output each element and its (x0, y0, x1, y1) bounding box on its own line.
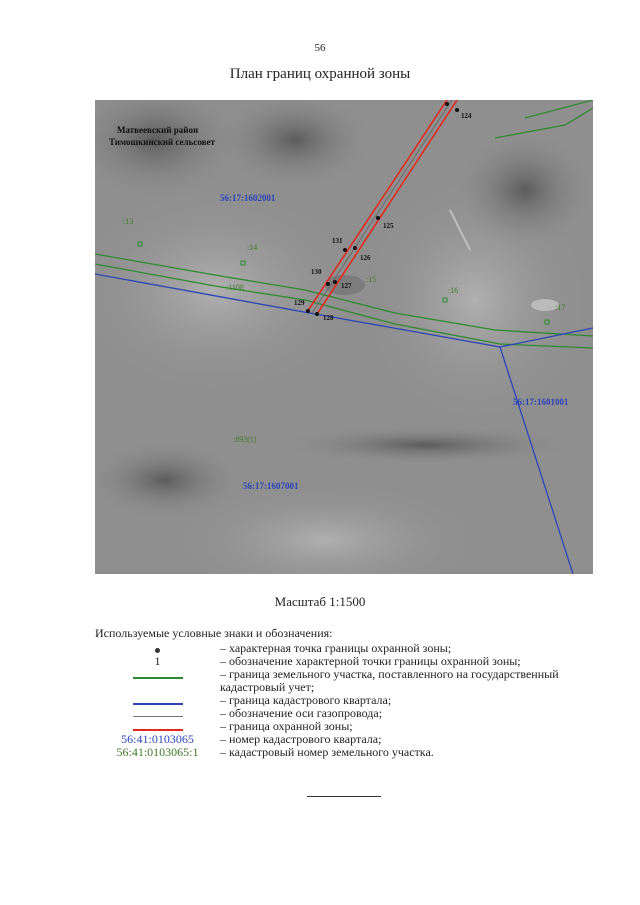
parcel-label: :16 (448, 286, 459, 295)
point-label: 126 (360, 254, 371, 262)
legend (95, 642, 595, 759)
parcel-number-sample: 56:41:0103065:1 (116, 745, 199, 759)
map-image (95, 100, 593, 574)
parcel-label: :17 (555, 303, 566, 312)
point-dot (306, 309, 310, 313)
point-dot (353, 246, 357, 250)
legend-text: – обозначение характерной точки границы охранной зоны; (220, 654, 521, 668)
footer-divider (307, 796, 381, 797)
legend-title: Используемые условные знаки и обозначения: (95, 626, 333, 640)
red-line-icon (133, 729, 183, 731)
settlement-label: Тимошкинский сельсовет (109, 137, 215, 147)
page-number: 56 (314, 42, 326, 54)
legend-row (95, 746, 595, 759)
point-number-sample: 1 (154, 654, 161, 668)
point-label: 131 (332, 237, 343, 245)
district-label: Матвеевский район (117, 125, 199, 135)
quarter-label: 56:17:1601001 (513, 397, 569, 407)
parcel-label: :15 (366, 275, 377, 284)
parcel-label: :893(1) (233, 435, 257, 444)
point-dot (455, 108, 459, 112)
quarter-label: 56:17:1602001 (220, 193, 276, 203)
point-label: 125 (383, 222, 394, 230)
point-dot (343, 248, 347, 252)
point-label: 130 (311, 268, 322, 276)
legend-text: – обозначение оси газопровода; (220, 706, 383, 720)
blue-line-icon (133, 703, 183, 705)
point-dot (326, 282, 330, 286)
map-svg (95, 100, 593, 574)
legend-text: – граница земельного участка, поставленного на государственный кадастровый учет; (220, 667, 559, 694)
legend-text: – граница кадастрового квартала; (220, 693, 392, 707)
point-label: 128 (323, 314, 334, 322)
green-line-icon (133, 677, 183, 679)
point-dot (333, 280, 337, 284)
parcel-label: :14 (247, 243, 258, 252)
parcel-label: :13 (123, 217, 134, 226)
legend-row (95, 668, 595, 694)
legend-text: – номер кадастрового квартала; (220, 732, 382, 746)
quarter-label: 56:17:1607001 (243, 481, 299, 491)
quarter-number-sample: 56:41:0103065 (121, 732, 194, 746)
legend-text: – граница охранной зоны; (220, 719, 353, 733)
parcel-label: :1108 (226, 283, 244, 292)
point-label: 127 (341, 282, 352, 290)
point-dot (445, 102, 449, 106)
legend-text: – характерная точка границы охранной зоны; (220, 641, 452, 655)
legend-text: – кадастровый номер земельного участка. (220, 745, 434, 759)
point-dot-icon (155, 648, 160, 653)
page-title: План границ охранной зоны (229, 66, 411, 82)
map-scale: Масштаб 1:1500 (274, 594, 366, 609)
point-label: 124 (461, 112, 472, 120)
point-dot (376, 216, 380, 220)
point-label: 129 (294, 299, 305, 307)
gray-line-icon (133, 716, 183, 717)
point-dot (315, 312, 319, 316)
